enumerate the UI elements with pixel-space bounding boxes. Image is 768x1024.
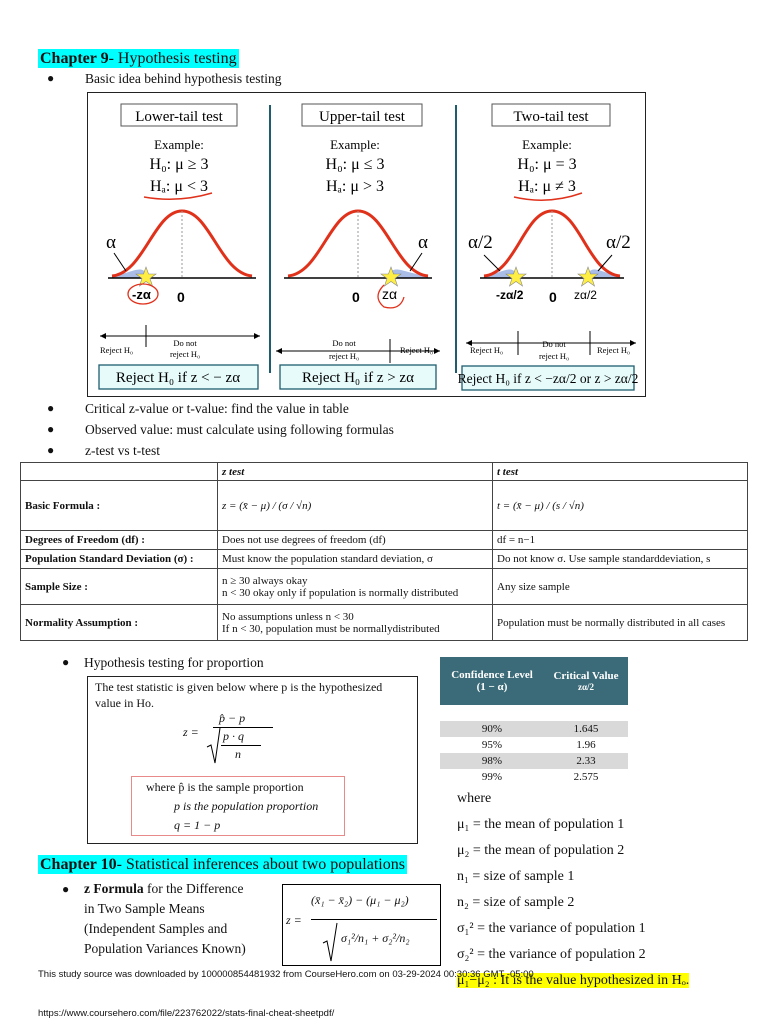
where-n2: n₂ = size of sample 2 [457, 895, 575, 910]
where-mu2: μ₂ = the mean of population 2 [457, 843, 625, 858]
table-row: 90% 1.645 [440, 721, 628, 737]
upper-tail-alpha: α [418, 232, 428, 253]
lower-tail-donot: Do not [173, 338, 197, 348]
conf-level-header: Confidence Level (1 − α) [451, 669, 533, 693]
upper-tail-example: Example: [330, 137, 380, 152]
t-formula-cell: t = (x̄ − μ) / (s / √n) [493, 481, 748, 531]
where-line-1: where p̂ is the sample proportion [146, 780, 304, 794]
table-row [21, 481, 748, 531]
lower-tail-ha: Hₐ: μ < 3 [150, 178, 208, 195]
lower-tail-alpha-pointer [114, 253, 126, 271]
source-footer: This study source was downloaded by 100000854481932 from CourseHero.com on 03-29-2024 00:30:36 GMT -05:00 [38, 969, 534, 980]
hypothesis-panels [87, 92, 646, 397]
t-df-cell: df = n−1 [493, 531, 748, 550]
chapter10-number: Chapter 10 [40, 856, 117, 873]
table-row: 95% 1.96 [440, 737, 628, 753]
bullet-dot-icon: ● [47, 71, 55, 85]
formula-numerator: p̂ − p [219, 711, 246, 725]
table-row [440, 705, 628, 721]
confidence-table-wrap [440, 657, 628, 785]
chapter9-title: - Hypothesis testing [108, 50, 237, 67]
two-tail-zero: 0 [549, 289, 557, 305]
critical-value-header: Critical Value zα/2 [553, 670, 619, 692]
row-label: Degrees of Freedom (df) : [21, 531, 218, 550]
bullet-4: ● z-test vs t-test [47, 443, 160, 458]
where-label: where [457, 791, 492, 806]
two-tail-ha: Hₐ: μ ≠ 3 [518, 178, 576, 195]
chapter10-title: - Statistical inferences about two populations [116, 856, 405, 873]
table-row: 99% 2.575 [440, 769, 628, 785]
z-size-cell: n ≥ 30 always okay n < 30 okay only if population is normally distributed [218, 569, 493, 605]
where-mu1: μ₁ = the mean of population 1 [457, 817, 625, 832]
where-list [457, 786, 757, 994]
proportion-where-box [131, 776, 345, 836]
where-hypothesized: μ₁−μ₂ : It is the value hypothesized in Hₒ. [457, 973, 690, 988]
two-tail-critical-right: zα/2 [574, 288, 597, 302]
upper-tail-rule: Reject H₀ if z > zα [302, 370, 414, 386]
source-url[interactable]: https://www.coursehero.com/file/223762022/stats-final-cheat-sheetpdf/ [38, 1008, 335, 1019]
bullet-5: ● Hypothesis testing for proportion [62, 655, 264, 670]
proportion-formula [183, 711, 303, 761]
bullet-dot-icon: ● [47, 422, 55, 436]
upper-tail-zero: 0 [352, 289, 360, 305]
two-tail-title: Two-tail test [513, 109, 589, 125]
row-label: Basic Formula : [21, 481, 218, 531]
two-tail-reject-left: Reject H₀ [470, 345, 503, 355]
lower-tail-zero: 0 [177, 289, 185, 305]
z-formula-lhs: z = [286, 913, 302, 927]
lower-tail-alpha: α [106, 232, 116, 253]
bullet-2: ● Critical z-value or t-value: find the value in table [47, 401, 349, 416]
arrow-left-icon [100, 333, 106, 339]
bullet-dot-icon: ● [47, 401, 55, 415]
upper-tail-donot-2: reject H₀ [328, 351, 360, 361]
upper-tail-panel [276, 104, 440, 389]
hypothesis-diagram [88, 93, 645, 396]
z-formula-box [282, 884, 441, 966]
lower-tail-critical: -zα [132, 287, 151, 302]
chapter10-heading [38, 855, 407, 874]
lower-tail-reject: Reject H₀ [100, 345, 133, 355]
table-row [21, 550, 748, 569]
where-n1: n₁ = size of sample 1 [457, 869, 575, 884]
bullet-dot-icon: ● [47, 443, 55, 457]
where-line-2: p is the population proportion [174, 799, 319, 813]
two-tail-donot: Do not [542, 339, 566, 349]
z-vs-t-table [20, 462, 748, 641]
formula-n: n [235, 747, 241, 761]
header-z-cell: z test [218, 463, 493, 481]
lower-tail-example: Example: [154, 137, 204, 152]
z-formula-numerator: (x̄₁ − x̄₂) − (μ₁ − μ₂) [311, 893, 409, 907]
z-formula-description: ● z Formula for the Difference in Two Sample Means (Independent Samples and Population Variances Known) [62, 881, 246, 956]
upper-tail-critical: zα [382, 286, 398, 302]
two-tail-donot-2: reject H₀ [538, 351, 570, 361]
comparison-table-wrap [20, 462, 748, 641]
upper-tail-ha: Hₐ: μ > 3 [326, 178, 384, 195]
proportion-box [87, 676, 418, 844]
z-formula-cell: z = (x̄ − μ) / (σ / √n) [218, 481, 493, 531]
upper-tail-h0: H₀: μ ≤ 3 [325, 156, 385, 173]
arrow-left-icon [276, 348, 282, 354]
z-normality-cell: No assumptions unless n < 30 If n < 30, population must be normallydistributed [218, 605, 493, 641]
two-tail-panel [458, 104, 639, 390]
where-var2: σ₂² = the variance of population 2 [457, 947, 646, 962]
two-tail-reject-right: Reject H₀ [597, 345, 630, 355]
z-formula-denominator: σ₁²/n₁ + σ₂²/n₂ [341, 931, 410, 945]
lower-tail-donot-2: reject H₀ [169, 349, 201, 359]
lower-tail-panel [99, 104, 260, 389]
conf-header-row [440, 657, 628, 705]
bullet-dot-icon: ● [62, 882, 70, 896]
two-tail-h0: H₀: μ = 3 [517, 156, 577, 173]
two-tail-alpha-right: α/2 [606, 232, 631, 253]
bullet-1: ● Basic idea behind hypothesis testing [47, 71, 282, 86]
row-label: Normality Assumption : [21, 605, 218, 641]
z-df-cell: Does not use degrees of freedom (df) [218, 531, 493, 550]
upper-tail-title: Upper-tail test [319, 109, 405, 125]
t-normality-cell: Population must be normally distributed in all cases [493, 605, 748, 641]
t-size-cell: Any size sample [493, 569, 748, 605]
two-tail-critical-left: -zα/2 [496, 288, 524, 302]
table-row [21, 605, 748, 641]
arrow-right-icon [254, 333, 260, 339]
row-label: Population Standard Deviation (σ) : [21, 550, 218, 569]
table-header-row [21, 463, 748, 481]
lower-tail-h0: H₀: μ ≥ 3 [149, 156, 209, 173]
bullet-3: ● Observed value: must calculate using following formulas [47, 422, 394, 437]
two-tail-rule: Reject H₀ if z < −zα/2 or z > zα/2 [457, 371, 639, 386]
two-tail-example: Example: [522, 137, 572, 152]
lower-tail-title: Lower-tail test [135, 109, 223, 125]
table-row [21, 569, 748, 605]
upper-tail-donot: Do not [332, 338, 356, 348]
table-row [21, 531, 748, 550]
formula-lhs: z = [183, 725, 199, 739]
formula-denominator: p · q [223, 729, 244, 743]
sqrt-icon [321, 921, 339, 963]
arrow-right-icon [630, 340, 636, 346]
chapter9-number: Chapter 9 [40, 50, 109, 67]
two-tail-alpha-left-pointer [484, 255, 500, 271]
bullet-dot-icon: ● [62, 655, 70, 669]
proportion-intro: The test statistic is given below where p is the hypothesized value in Ho. [95, 680, 383, 710]
header-empty-cell [21, 463, 218, 481]
formula-fraction-bar [213, 727, 273, 728]
confidence-table [440, 657, 628, 785]
upper-tail-alpha-pointer [410, 253, 422, 271]
z-sd-cell: Must know the population standard deviation, σ [218, 550, 493, 569]
header-t-cell: t test [493, 463, 748, 481]
arrow-right-icon [434, 348, 440, 354]
where-line-3: q = 1 − p [174, 818, 221, 832]
table-row: 98% 2.33 [440, 753, 628, 769]
row-label: Sample Size : [21, 569, 218, 605]
lower-tail-rule: Reject H₀ if z < − zα [115, 370, 241, 386]
z-formula-fraction-bar [311, 919, 437, 920]
chapter9-heading [38, 49, 239, 68]
formula-inner-bar [221, 745, 261, 746]
t-sd-cell: Do not know σ. Use sample standarddeviation, s [493, 550, 748, 569]
sqrt-icon [205, 727, 221, 767]
where-var1: σ₁² = the variance of population 1 [457, 921, 646, 936]
two-tail-alpha-left: α/2 [468, 232, 493, 253]
upper-tail-reject: Reject H₀ [400, 345, 433, 355]
